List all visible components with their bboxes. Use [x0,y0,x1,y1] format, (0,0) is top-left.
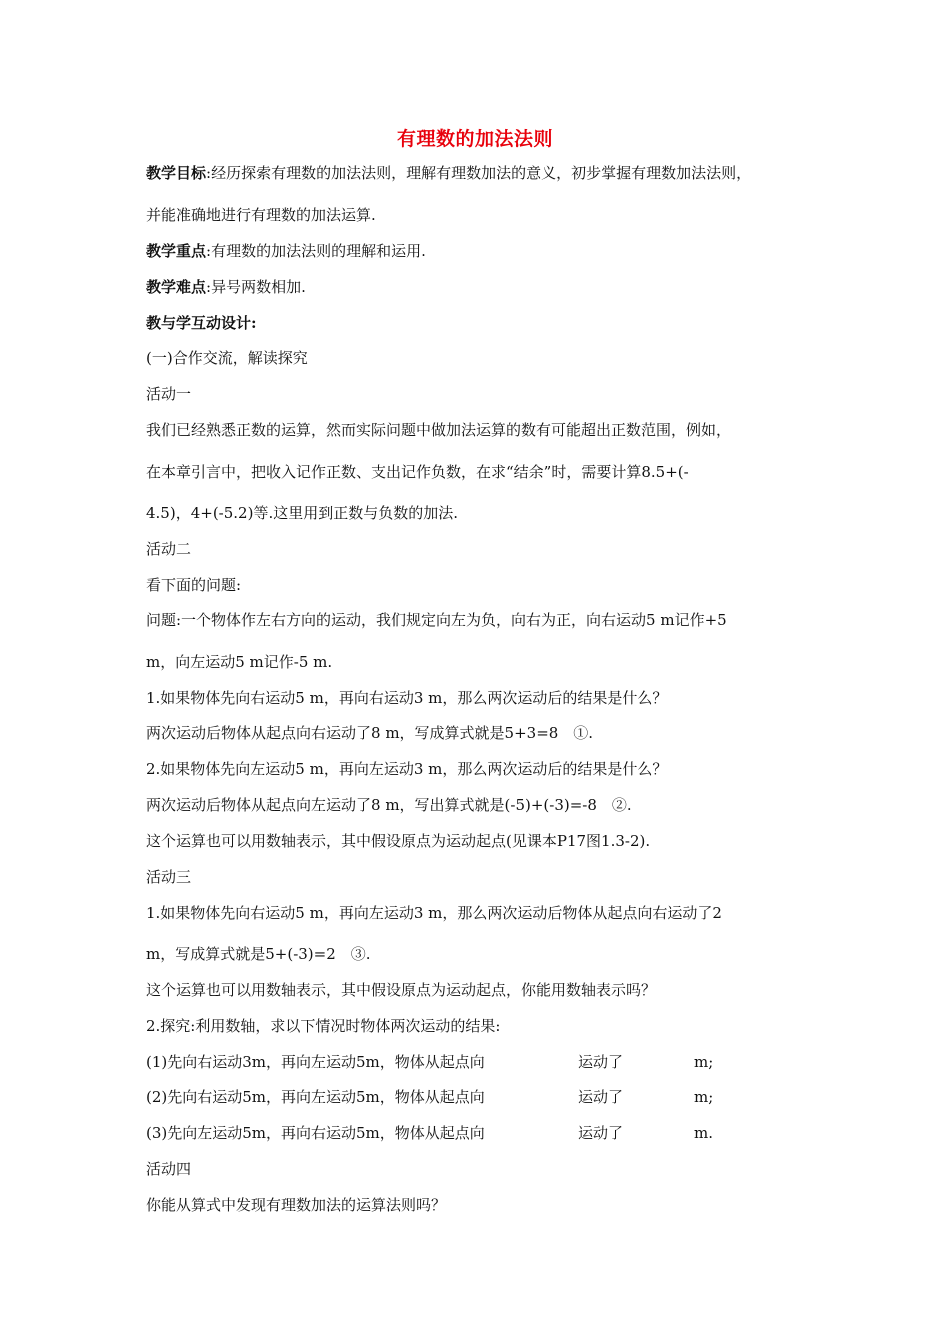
difficulty-line [146,277,306,297]
activity-three-question-1-line-1: 1.如果物体先向右运动5 m，再向左运动3 m，那么两次运动后物体从起点向右运动了2 [146,904,722,922]
activity-four-heading: 活动四 [146,1160,192,1178]
key-point-text: :有理数的加法法则的理解和运用. [206,242,426,260]
activity-three-question-1-line-2: m，写成算式就是5+(-3)=2 ③. [146,945,371,963]
activity-two-question-2: 2.如果物体先向左运动5 m，再向左运动3 m，那么两次运动后的结果是什么？ [146,760,668,778]
design-heading: 教与学互动设计: [146,314,257,332]
activity-two-problem-line-1: 问题:一个物体作左右方向的运动，我们规定向左为负，向右为正，向右运动5 m记作+5 [146,611,727,629]
key-point-label: 教学重点 [146,242,207,260]
explore-item-2-text: (2)先向右运动5m，再向左运动5m，物体从起点向 [146,1088,485,1106]
explore-item-2-moved: 运动了 [578,1088,624,1106]
explore-item-3-moved: 运动了 [578,1124,624,1142]
explore-item-3 [146,1123,806,1143]
activity-three-explore: 2.探究:利用数轴，求以下情况时物体两次运动的结果: [146,1017,501,1035]
section-one-heading: (一)合作交流，解读探究 [146,349,308,367]
activity-four-question: 你能从算式中发现有理数加法的运算法则吗？ [146,1196,447,1214]
activity-two-question-1: 1.如果物体先向右运动5 m，再向右运动3 m，那么两次运动后的结果是什么？ [146,689,668,707]
activity-two-heading: 活动二 [146,540,192,558]
explore-item-3-text: (3)先向左运动5m，再向右运动5m，物体从起点向 [146,1124,485,1142]
activity-two-intro: 看下面的问题: [146,576,242,594]
explore-item-1-moved: 运动了 [578,1053,624,1071]
activity-one-line-2: 在本章引言中，把收入记作正数、支出记作负数，在求“结余”时，需要计算8.5+(- [146,463,689,481]
explore-item-2-unit: m; [694,1088,714,1106]
activity-two-answer-1: 两次运动后物体从起点向右运动了8 m，写成算式就是5+3=8 ①. [146,724,594,742]
explore-item-1-unit: m; [694,1053,714,1071]
explore-item-1-text: (1)先向右运动3m，再向左运动5m，物体从起点向 [146,1053,485,1071]
difficulty-text: :异号两数相加. [206,278,306,296]
difficulty-label: 教学难点 [146,278,207,296]
activity-three-heading: 活动三 [146,868,192,886]
activity-two-note: 这个运算也可以用数轴表示，其中假设原点为运动起点(见课本P17图1.3-2). [146,832,651,850]
key-point-line [146,241,426,261]
objectives-text-1: :经历探索有理数的加法法则，理解有理数加法的意义，初步掌握有理数加法法则， [206,164,752,182]
explore-item-1 [146,1052,806,1072]
document-title: 有理数的加法法则 [396,128,553,150]
activity-two-answer-2: 两次运动后物体从起点向左运动了8 m，写出算式就是(-5)+(-3)=-8 ②. [146,796,632,814]
explore-item-3-unit: m. [694,1124,713,1142]
objectives-label: 教学目标 [146,164,207,182]
activity-one-heading: 活动一 [146,385,192,403]
activity-one-line-1: 我们已经熟悉正数的运算，然而实际问题中做加法运算的数有可能超出正数范围，例如， [146,421,732,439]
explore-item-2 [146,1087,806,1107]
objectives-line-1 [146,163,751,183]
activity-two-problem-line-2: m，向左运动5 m记作-5 m. [146,653,333,671]
activity-one-line-3: 4.5)，4+(-5.2)等.这里用到正数与负数的加法. [146,504,458,522]
objectives-line-2: 并能准确地进行有理数的加法运算. [146,206,376,224]
activity-three-note: 这个运算也可以用数轴表示，其中假设原点为运动起点，你能用数轴表示吗？ [146,981,657,999]
